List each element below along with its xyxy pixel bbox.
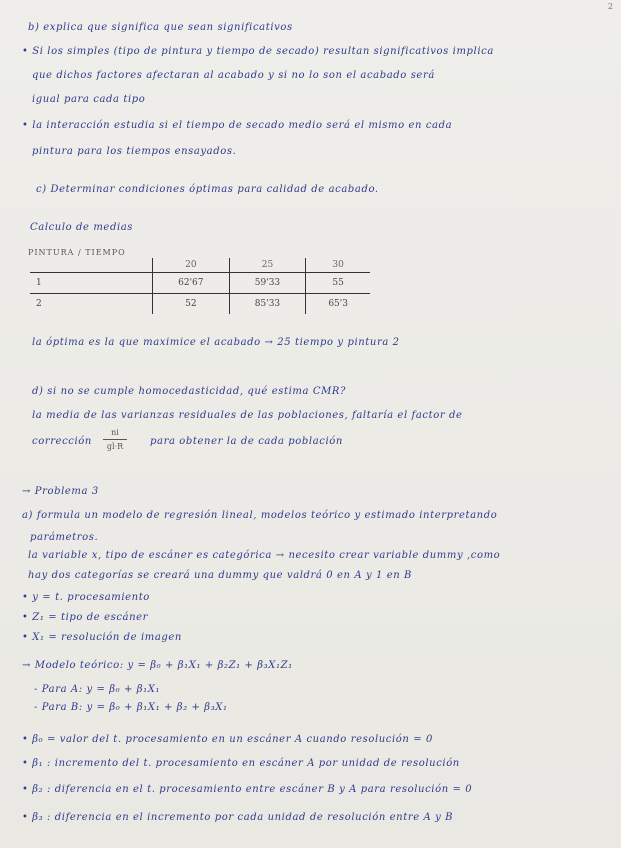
- note-line: • Z₁ = tipo de escáner: [22, 612, 149, 623]
- note-line: • la interacción estudia si el tiempo de secado medio será el mismo en cada: [22, 120, 453, 131]
- note-line: parámetros.: [30, 532, 99, 543]
- table-cell: 85'33: [229, 294, 306, 315]
- note-line: • β₀ = valor del t. procesamiento en un escáner A cuando resolución = 0: [22, 734, 433, 745]
- table-row: [30, 273, 370, 294]
- note-line: para obtener la de cada población: [150, 436, 343, 447]
- table-cell: 55: [306, 273, 370, 294]
- note-line: • Si los simples (tipo de pintura y tiempo de secado) resultan significativos implica: [22, 46, 494, 57]
- means-table: [30, 258, 370, 314]
- note-line: que dichos factores afectaran al acabado y si no lo son el acabado será: [32, 70, 435, 81]
- note-line: c) Determinar condiciones óptimas para calidad de acabado.: [36, 184, 379, 195]
- note-line: la variable x, tipo de escáner es categórica → necesito crear variable dummy ,como: [28, 550, 501, 561]
- note-line: a) formula un modelo de regresión lineal, modelos teórico y estimado interpretando: [22, 510, 498, 521]
- note-line: d) si no se cumple homocedasticidad, qué estima CMR?: [32, 386, 347, 397]
- row-label: 2: [30, 294, 153, 315]
- note-line: la óptima es la que maximice el acabado → 25 tiempo y pintura 2: [32, 337, 400, 348]
- note-line: → Problema 3: [22, 486, 99, 497]
- fraction-denominator: gl·R: [106, 442, 124, 451]
- table-row: [30, 294, 370, 315]
- note-line: pintura para los tiempos ensayados.: [32, 146, 237, 157]
- note-line: - Para A: y = β₀ + β₁X₁: [34, 684, 161, 695]
- note-line: hay dos categorías se creará una dummy que valdrá 0 en A y 1 en B: [28, 570, 413, 581]
- note-line: • β₁ : incremento del t. procesamiento en escáner A por unidad de resolución: [22, 758, 460, 769]
- fraction-numerator: ni: [111, 428, 119, 437]
- note-line: • X₁ = resolución de imagen: [22, 632, 182, 643]
- note-line: Calculo de medias: [30, 222, 134, 233]
- note-line: igual para cada tipo: [32, 94, 146, 105]
- note-line: b) explica que significa que sean significativos: [28, 22, 293, 33]
- row-label: 1: [30, 273, 153, 294]
- note-line: - Para B: y = β₀ + β₁X₁ + β₂ + β₃X₁: [34, 702, 228, 713]
- note-line: la media de las varianzas residuales de las poblaciones, faltaría el factor de: [32, 410, 463, 421]
- table-cell: 52: [153, 294, 230, 315]
- table-cell: 65'3: [306, 294, 370, 315]
- column-header-30: 30: [306, 258, 370, 273]
- note-line: • y = t. procesamiento: [22, 592, 150, 603]
- table-header-label: PINTURA / TIEMPO: [28, 248, 126, 257]
- page-number: 2: [607, 2, 613, 11]
- column-header-25: 25: [229, 258, 306, 273]
- note-line: • β₃ : diferencia en el incremento por cada unidad de resolución entre A y B: [22, 812, 454, 823]
- table-cell: 62'67: [153, 273, 230, 294]
- fraction-bar: [103, 439, 127, 440]
- correction-fraction: [103, 428, 127, 451]
- column-header-20: 20: [153, 258, 230, 273]
- table-cell: 59'33: [229, 273, 306, 294]
- note-line: corrección: [32, 436, 92, 447]
- note-line: → Modelo teórico: y = β₀ + β₁X₁ + β₂Z₁ + β₃X₁Z₁: [22, 660, 293, 671]
- note-line: • β₂ : diferencia en el t. procesamiento entre escáner B y A para resolución = 0: [22, 784, 473, 795]
